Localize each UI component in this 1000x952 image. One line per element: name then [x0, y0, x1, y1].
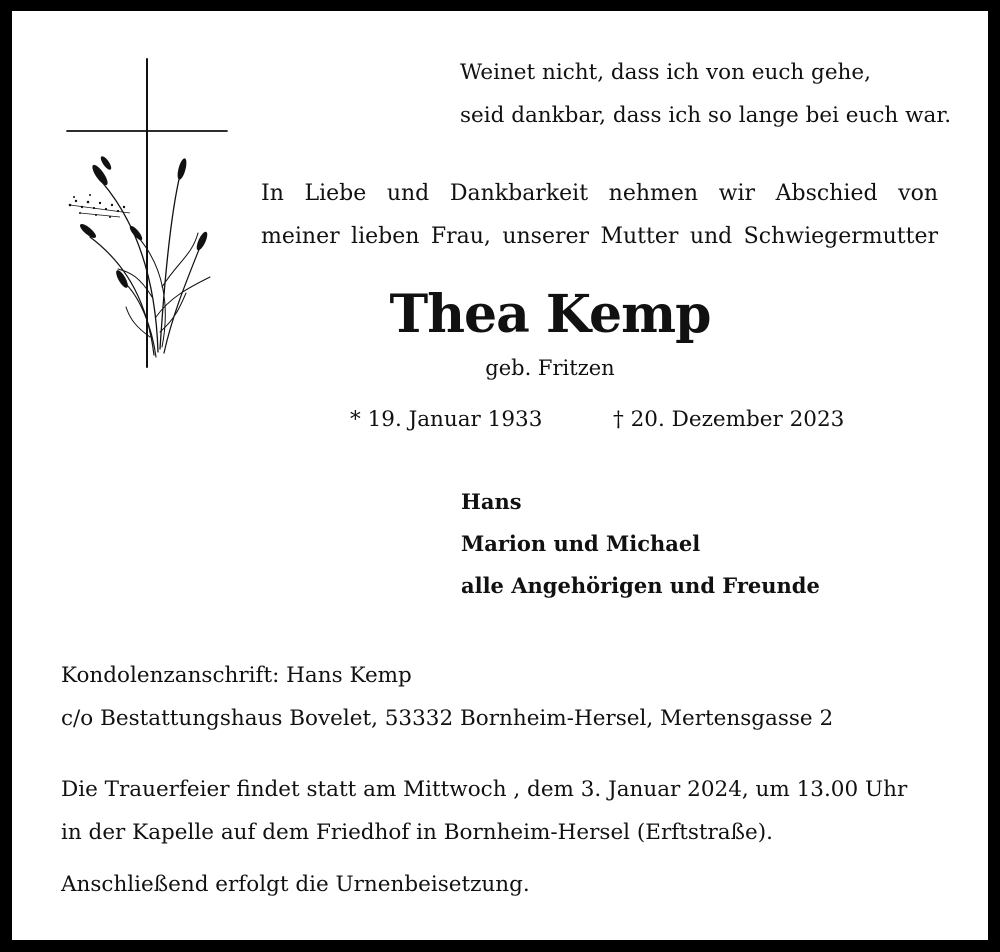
- mourner-1: Hans: [461, 489, 522, 514]
- verse-line-1: Weinet nicht, dass ich von euch gehe,: [460, 60, 871, 85]
- intro-line-1: In Liebe und Dankbarkeit nehmen wir Abschied von: [261, 181, 938, 206]
- condolence-line-1: Kondolenzanschrift: Hans Kemp: [61, 663, 412, 688]
- death-date: † 20. Dezember 2023: [613, 407, 845, 432]
- birth-date: * 19. Januar 1933: [350, 407, 543, 432]
- obituary-notice: [12, 11, 988, 940]
- ceremony-line-3: Anschließend erfolgt die Urnenbeisetzung.: [61, 872, 530, 897]
- mourner-2: Marion und Michael: [461, 531, 701, 556]
- verse-line-2: seid dankbar, dass ich so lange bei euch war.: [460, 103, 952, 128]
- intro-line-2: meiner lieben Frau, unserer Mutter und Schwiegermutter: [261, 224, 938, 249]
- birth-name: geb. Fritzen: [485, 356, 615, 380]
- ceremony-line-2: in der Kapelle auf dem Friedhof in Bornheim-Hersel (Erftstraße).: [61, 820, 773, 845]
- mourner-3: alle Angehörigen und Freunde: [461, 573, 820, 598]
- condolence-line-2: c/o Bestattungshaus Bovelet, 53332 Bornheim-Hersel, Mertensgasse 2: [61, 706, 834, 731]
- deceased-name: Thea Kemp: [389, 284, 711, 345]
- ceremony-line-1: Die Trauerfeier findet statt am Mittwoch , dem 3. Januar 2024, um 13.00 Uhr: [61, 777, 908, 802]
